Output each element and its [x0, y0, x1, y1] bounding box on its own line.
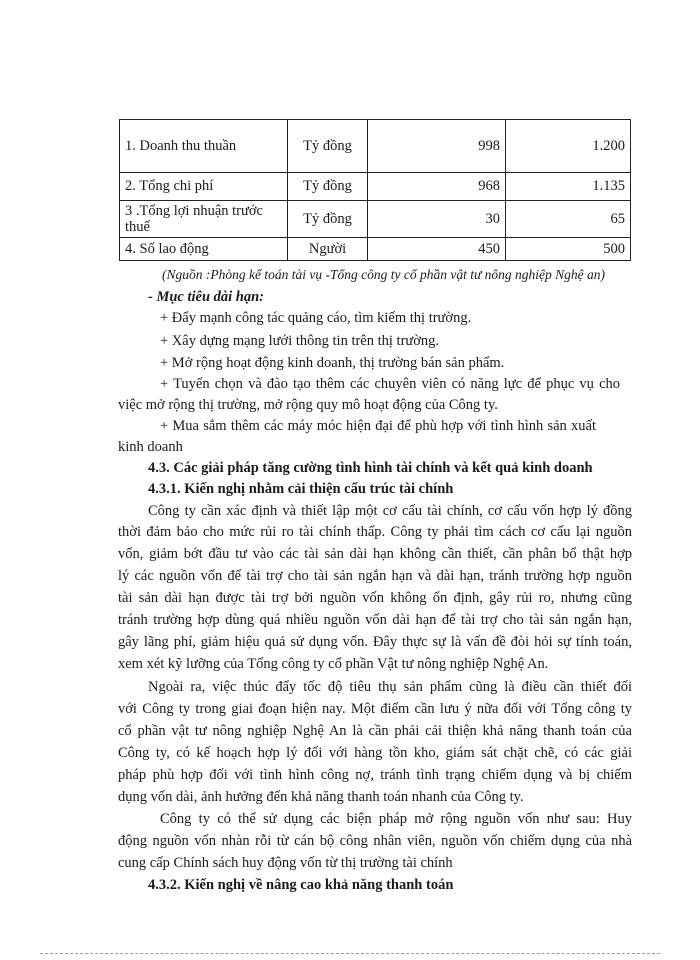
paragraph-line: tránh trường hợp dùng quá nhiều nguồn vốn dài hạn để tài trợ cho tài sản ngắn hạn,	[118, 612, 632, 628]
table-cell-unit: Tỷ đồng	[288, 120, 368, 173]
list-item: + Xây dựng mạng lưới thông tin trên thị trường.	[160, 333, 440, 349]
table-cell-unit: Tỷ đồng	[288, 173, 368, 201]
paragraph-line: lý các nguồn vốn để tài trợ cho tài sản ngắn hạn và dài hạn, tránh trường hợp nguồn	[118, 568, 632, 584]
section-heading-4-3-2: 4.3.2. Kiến nghị về nâng cao khả năng thanh toán	[148, 877, 454, 893]
table-cell-value-2: 1.200	[506, 120, 631, 173]
table-row	[120, 201, 631, 238]
table-cell-value-1: 968	[368, 173, 506, 201]
table-row	[120, 120, 631, 173]
table-cell-name: 4. Số lao động	[120, 238, 288, 261]
table-source-note: (Nguồn :Phòng kế toán tài vụ -Tổng công ty cổ phần vật tư nông nghiệp Nghệ an)	[162, 267, 606, 282]
paragraph-line: với Công ty trong giai đoạn hiện nay. Một điểm cần lưu ý nữa đối với Tổng công ty	[118, 701, 632, 717]
table-cell-unit: Tỷ đồng	[288, 201, 368, 238]
section-heading-4-3: 4.3. Các giải pháp tăng cường tình hình tài chính và kết quả kinh doanh	[148, 460, 593, 476]
paragraph-line: Ngoài ra, việc thúc đẩy tốc độ tiêu thụ sản phẩm cũng là điều cần thiết đối	[148, 679, 632, 695]
table-row	[120, 238, 631, 261]
table-cell-name: 1. Doanh thu thuần	[120, 120, 288, 173]
table-cell-name: 3 .Tổng lợi nhuận trước thuế	[120, 201, 288, 238]
paragraph-line: xem xét kỹ lưỡng của Tổng công ty cổ phần Vật tư nông nghiệp Nghệ An.	[118, 656, 549, 672]
table-row	[120, 173, 631, 201]
paragraph-line: vốn, giảm bớt đầu tư vào các tài sản dài hạn không cần thiết, cần phân bổ thật hợp	[118, 546, 632, 562]
paragraph-line: cổ phần vật tư nông nghiệp Nghệ An là cần phải cải thiện khả năng thanh toán của	[118, 723, 632, 739]
financial-table	[119, 119, 631, 261]
paragraph-line: Công ty cần xác định và thiết lập một cơ cấu tài chính, cơ cấu vốn hợp lý đồng	[148, 503, 632, 519]
paragraph-line: tài sản dài hạn được tài trợ bởi nguồn vốn không ổn định, gây rủi ro, nhưng cũng	[118, 590, 632, 606]
table-cell-value-1: 450	[368, 238, 506, 261]
list-item-continuation: kinh doanh	[118, 439, 183, 455]
paragraph-line: dụng vốn dài, ảnh hưởng đến khả năng thanh toán nhanh của Công ty.	[118, 789, 524, 805]
paragraph-line: động nguồn vốn nhàn rỗi từ cán bộ công nhân viên, nguồn vốn chiếm dụng của nhà	[118, 833, 632, 849]
paragraph-line: Công ty có thể sử dụng các biện pháp mở rộng nguồn vốn như sau: Huy	[160, 811, 632, 827]
table-cell-name: 2. Tổng chi phí	[120, 173, 288, 201]
page-bottom-divider	[40, 953, 660, 954]
table-cell-value-2: 65	[506, 201, 631, 238]
list-item: + Đẩy mạnh công tác quảng cáo, tìm kiếm thị trường.	[160, 310, 472, 326]
paragraph-line: gây lãng phí, giảm hiệu quả sử dụng vốn. Đây thực sự là vấn đề đòi hỏi sự tính toán,	[118, 634, 632, 650]
paragraph-line: thời đảm bảo cho mức rủi ro tài chính thấp. Công ty phải tìm cách cơ cấu lại nguồn	[118, 524, 632, 540]
table-cell-unit: Người	[288, 238, 368, 261]
table-cell-value-2: 1.135	[506, 173, 631, 201]
paragraph-line: Công ty, có kế hoạch hợp lý đối với hàng tồn kho, giám sát chặt chẽ, có các giải	[118, 745, 632, 761]
list-item: + Tuyển chọn và đào tạo thêm các chuyên viên có năng lực để phục vụ cho	[160, 376, 620, 392]
list-item: + Mua sắm thêm các máy móc hiện đại để phù hợp với tình hình sản xuất	[160, 418, 596, 434]
paragraph-line: pháp phù hợp đối với tình hình công nợ, tránh tình trạng chiếm dụng và bị chiếm	[118, 767, 632, 783]
table-cell-value-1: 30	[368, 201, 506, 238]
list-item-continuation: việc mở rộng thị trường, mở rộng quy mô hoạt động của Công ty.	[118, 397, 498, 413]
list-item: + Mở rộng hoạt động kinh doanh, thị trường bán sản phẩm.	[160, 355, 505, 371]
section-heading-4-3-1: 4.3.1. Kiến nghị nhằm cải thiện cấu trúc tài chính	[148, 481, 454, 497]
long-term-heading: - Mục tiêu dài hạn:	[148, 289, 265, 305]
table-cell-value-2: 500	[506, 238, 631, 261]
table-cell-value-1: 998	[368, 120, 506, 173]
paragraph-line: cung cấp Chính sách huy động vốn từ thị trường tài chính	[118, 855, 453, 871]
